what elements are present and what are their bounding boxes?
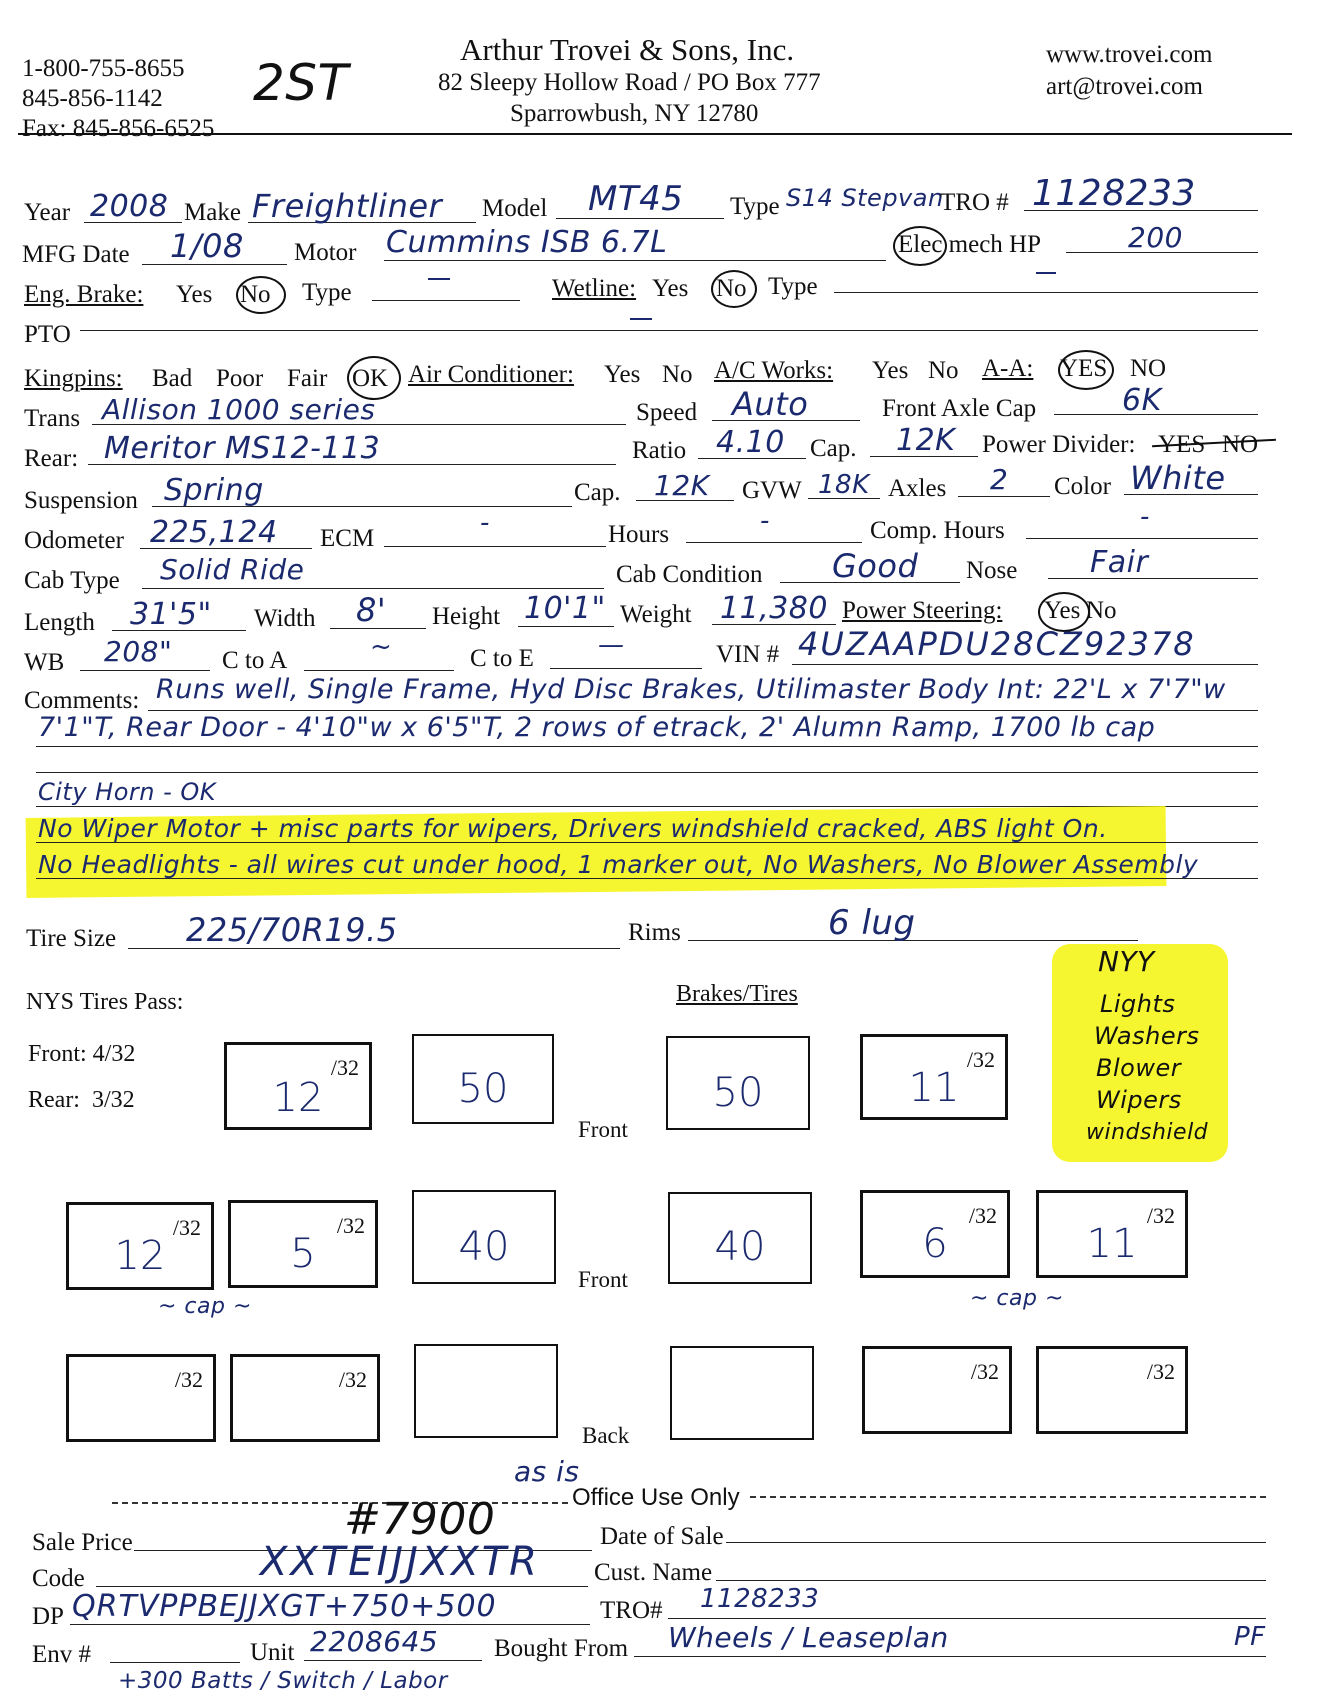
air-conditioner-label: Air Conditioner: [408,361,574,388]
eng-brake-no: No [240,281,271,308]
front-axle-label: Front Axle Cap [882,395,1037,422]
weight-value: 11,380 [720,591,828,626]
tire-box-value: 5 [290,1231,316,1277]
cab-condition-value: Good [832,547,919,585]
comments-label: Comments: [24,687,140,714]
ac-no: No [662,361,693,388]
tire-box-frac: /32 [174,1367,203,1392]
speed-value: Auto [732,385,809,423]
rear-cap-value: 12K [896,423,956,458]
width-value: 8' [356,591,387,629]
tro2-line [668,1618,1266,1619]
as-is-note: as is [514,1455,580,1488]
tire-box-mid-left-inner[interactable] [228,1200,378,1288]
color-label: Color [1054,473,1111,500]
brakes-tires-label: Brakes/Tires [676,981,798,1007]
tire-box-frac: /32 [1146,1359,1175,1384]
odometer-value: 225,124 [150,515,278,550]
eng-brake-label: Eng. Brake: [24,281,144,308]
front-axle-value: 6K [1122,383,1162,418]
kingpins-bad: Bad [152,365,193,392]
dp-label: DP [32,1603,64,1630]
tire-box-back-left-inner[interactable] [230,1354,380,1442]
company-email: art@trovei.com [1046,73,1203,100]
trans-value: Allison 1000 series [102,393,376,426]
company-address-2: Sparrowbush, NY 12780 [510,100,759,127]
length-label: Length [24,609,95,636]
front-axle-row1-label: Front [578,1117,628,1142]
comment-text-2: 7'1"T, Rear Door - 4'10"w x 6'5"T, 2 rows of etrack, 2' Alumn Ramp, 1700 lb cap [38,712,1156,743]
nyy-note-wipers: Wipers [1096,1086,1182,1114]
height-label: Height [432,603,501,630]
comment-text-4: City Horn - OK [38,778,217,806]
eng-brake-type-line [372,300,520,301]
cap-note-left: ~ cap ~ [158,1294,252,1319]
tire-size-value: 225/70R19.5 [186,911,398,949]
power-steering-no: No [1086,597,1117,624]
comp-hours-label: Comp. Hours [870,517,1005,544]
tire-box-mid-right-outer[interactable] [1036,1190,1188,1278]
length-value: 31'5" [130,597,212,632]
suspension-value: Spring [164,473,264,508]
office-divider-left [112,1502,568,1504]
hours-value: - [760,506,770,536]
company-website: www.trovei.com [1046,41,1213,68]
tire-box-frac: /32 [1146,1203,1175,1228]
nose-label: Nose [966,557,1018,584]
tire-box-back-left-outer[interactable] [66,1354,216,1442]
mfg-label: MFG Date [22,241,130,268]
brake-box-value: 40 [458,1224,510,1270]
model-value: MT45 [588,179,684,219]
tire-box-frac: /32 [338,1367,367,1392]
fax: Fax: 845-856-6525 [22,115,215,142]
brake-box-value: 50 [457,1066,509,1112]
tro-value: 1128233 [1032,173,1196,214]
axles-label: Axles [888,475,947,502]
wetline-yes: Yes [652,275,689,302]
aa-no: NO [1130,355,1167,382]
nyy-note-title: NYY [1098,945,1155,978]
hours-label: Hours [608,521,670,548]
rims-value: 6 lug [828,903,916,943]
cust-name-label: Cust. Name [594,1559,713,1586]
vin-label: VIN # [716,641,780,668]
hours-line [686,542,862,543]
tire-box-value: 11 [1086,1221,1138,1267]
motor-line [384,260,886,261]
comment-line-3 [36,772,1258,773]
comment-line-1 [148,710,1258,711]
nys-tires-label: NYS Tires Pass: [26,989,184,1015]
aa-label: A-A: [982,355,1034,382]
initials: PF [1234,1622,1266,1652]
color-value: White [1130,459,1226,497]
env-line [110,1662,240,1663]
wetline-type-line [834,292,1258,293]
tire-box-frac: /32 [970,1359,999,1384]
make-label: Make [184,199,241,226]
pto-dash [630,318,652,320]
date-of-sale-line [726,1542,1266,1543]
wb-value: 208" [104,635,173,668]
ac-works-label: A/C Works: [714,357,834,384]
brake-box-value: 50 [712,1070,764,1116]
tire-box-mid-left-outer[interactable] [66,1202,214,1290]
ac-yes: Yes [604,361,641,388]
tro2-label: TRO# [600,1597,663,1624]
ecm-label: ECM [320,525,375,552]
eng-brake-yes: Yes [176,281,213,308]
front-axle-row2-label: Front [578,1267,628,1292]
nyy-note-blower: Blower [1096,1054,1182,1082]
gvw-value: 18K [818,470,870,500]
make-value: Freightliner [252,187,443,225]
c-to-a-line [304,670,454,671]
wb-label: WB [24,649,65,676]
tro-label: TRO # [940,189,1009,216]
tire-box-frac: /32 [172,1215,201,1240]
company-name: Arthur Trovei & Sons, Inc. [460,32,795,67]
footer-note: +300 Batts / Switch / Labor [118,1668,448,1694]
phone-1: 1-800-755-8655 [22,55,185,82]
mfg-value: 1/08 [170,227,244,265]
rear-label: Rear: [24,445,79,472]
height-line [518,626,614,627]
type-label: Type [730,193,780,220]
aa-yes-circle [1058,350,1114,390]
company-address-1: 82 Sleepy Hollow Road / PO Box 777 [438,69,821,96]
height-value: 10'1" [524,591,606,626]
unit-line [304,1660,482,1661]
year-label: Year [24,199,71,226]
header-rule [18,133,1292,135]
nose-value: Fair [1090,545,1149,580]
wb-line [80,670,210,671]
phone-2: 845-856-1142 [22,85,163,112]
kingpins-poor: Poor [216,365,264,392]
env-label: Env # [32,1641,92,1668]
sale-price-value: #7900 [344,1494,496,1545]
c-to-e-label: C to E [470,645,534,672]
tire-box-mid-right-inner[interactable] [860,1190,1010,1278]
rear-cap-label: Cap. [810,435,857,462]
office-use-label: Office Use Only [572,1484,740,1511]
tire-box-value: 12 [114,1233,166,1279]
ac-works-yes: Yes [872,357,909,384]
comp-hours-line [1026,538,1258,539]
tire-box-value: 12 [272,1075,324,1121]
wetline-type-label: Type [768,273,818,300]
ecm-value: - [480,508,490,538]
eng-brake-type-dash [428,278,450,280]
nyy-note-lights: Lights [1100,990,1176,1018]
date-of-sale-label: Date of Sale [600,1523,724,1550]
dp-value: QRTVPPBEJJXGT+750+500 [72,1589,497,1624]
power-divider-yes: YES [1158,431,1206,458]
weight-label: Weight [620,601,692,628]
bought-from-line [634,1656,1266,1657]
width-label: Width [254,605,316,632]
cab-type-value: Solid Ride [160,553,305,586]
kingpins-ok: OK [352,365,389,392]
speed-label: Speed [636,399,698,426]
brake-box-back-right[interactable] [670,1346,814,1440]
ratio-label: Ratio [632,437,687,464]
pto-label: PTO [24,321,71,348]
axles-value: 2 [990,463,1009,496]
model-label: Model [482,195,548,222]
tire-box-value: 11 [908,1065,960,1111]
axles-line [958,496,1050,497]
ratio-value: 4.10 [716,425,785,460]
wetline-type-dash [1036,272,1056,274]
sale-price-label: Sale Price [32,1529,133,1556]
comment-text-6: No Headlights - all wires cut under hood, 1 marker out, No Washers, No Blower Assembly [38,850,1199,879]
tire-size-label: Tire Size [26,925,117,952]
cab-type-line [142,588,604,589]
tire-box-frac: /32 [966,1047,995,1072]
tire-box-frac: /32 [968,1203,997,1228]
motor-label: Motor [294,239,357,266]
hp-value: 200 [1128,221,1183,254]
tro2-value: 1128233 [700,1584,820,1614]
office-divider-right [750,1496,1266,1498]
comment-text-1: Runs well, Single Frame, Hyd Disc Brakes, Utilimaster Body Int: 22'L x 7'7"w [156,674,1226,705]
type-value: S14 Stepvan [786,184,944,212]
eng-brake-no-circle [236,276,286,314]
comment-line-2 [36,746,1258,747]
tire-box-front-right-outer[interactable] [860,1034,1008,1120]
susp-cap-label: Cap. [574,479,621,506]
code-value: XXTEIJJXXTR [260,1539,540,1585]
brake-box-mid-left[interactable] [412,1190,556,1284]
tire-box-back-right-inner[interactable] [862,1346,1012,1434]
brake-box-front-right[interactable] [666,1036,810,1130]
odometer-label: Odometer [24,527,124,554]
ecm-line [384,546,606,547]
code-line [96,1586,588,1587]
comp-hours-value: - [1140,502,1150,532]
kingpins-label: Kingpins: [24,365,123,392]
elec-mech-label: Elec mech HP [898,231,1042,258]
wetline-label: Wetline: [552,275,637,302]
nyy-note-windshield: windshield [1086,1120,1209,1145]
unit-value: 2208645 [310,1625,439,1658]
rear-value: Meritor MS12-113 [104,431,381,466]
power-divider-no: NO [1222,431,1259,458]
tire-box-front-left-outer[interactable] [224,1042,372,1130]
power-divider-label: Power Divider: [982,431,1136,458]
nose-line [1048,578,1258,579]
code-label: Code [32,1565,85,1592]
vin-value: 4UZAAPDU28CZ92378 [798,625,1196,663]
c-to-a-value: ~ [370,632,393,662]
handwritten-code: 2ST [253,54,349,112]
brake-box-front-left[interactable] [412,1034,554,1124]
year-value: 2008 [90,189,169,224]
eng-brake-type-label: Type [302,279,352,306]
c-to-e-line [550,668,702,669]
brake-box-mid-right[interactable] [668,1192,812,1284]
aa-yes: YES [1060,355,1108,382]
back-axle-label: Back [582,1423,630,1448]
tire-box-frac: /32 [330,1055,359,1080]
gvw-label: GVW [742,477,802,504]
wetline-no-circle [711,270,757,308]
motor-value: Cummins ISB 6.7L [386,225,668,260]
c-to-a-label: C to A [222,647,288,674]
vin-line [792,664,1258,665]
ac-works-no: No [928,357,959,384]
brake-box-back-left[interactable] [414,1344,558,1438]
tire-box-back-right-outer[interactable] [1036,1346,1188,1434]
pto-line [80,330,1258,331]
elec-circle [893,226,947,266]
brake-box-value: 40 [714,1224,766,1270]
cab-type-label: Cab Type [24,567,120,594]
c-to-e-value: — [598,630,625,660]
bought-from-label: Bought From [494,1635,629,1662]
bought-from-value: Wheels / Leaseplan [668,1621,949,1654]
susp-cap-value: 12K [654,469,710,502]
wetline-no: No [716,275,747,302]
unit-label: Unit [250,1639,295,1666]
rims-label: Rims [628,919,681,946]
power-steering-yes: Yes [1044,597,1081,624]
suspension-label: Suspension [24,487,138,514]
tire-box-frac: /32 [336,1213,365,1238]
power-steering-label: Power Steering: [842,597,1003,624]
cust-name-line [716,1580,1266,1581]
comment-text-5: No Wiper Motor + misc parts for wipers, Drivers windshield cracked, ABS light On. [38,814,1108,843]
tire-box-value: 6 [922,1221,948,1267]
cab-condition-label: Cab Condition [616,561,763,588]
kingpins-fair: Fair [287,365,328,392]
trans-label: Trans [24,405,81,432]
nyy-note-washers: Washers [1094,1022,1200,1050]
nys-front-spec: Front: 4/32 [28,1041,136,1067]
nys-rear-spec: Rear: 3/32 [28,1087,135,1113]
cap-note-right: ~ cap ~ [970,1286,1064,1311]
